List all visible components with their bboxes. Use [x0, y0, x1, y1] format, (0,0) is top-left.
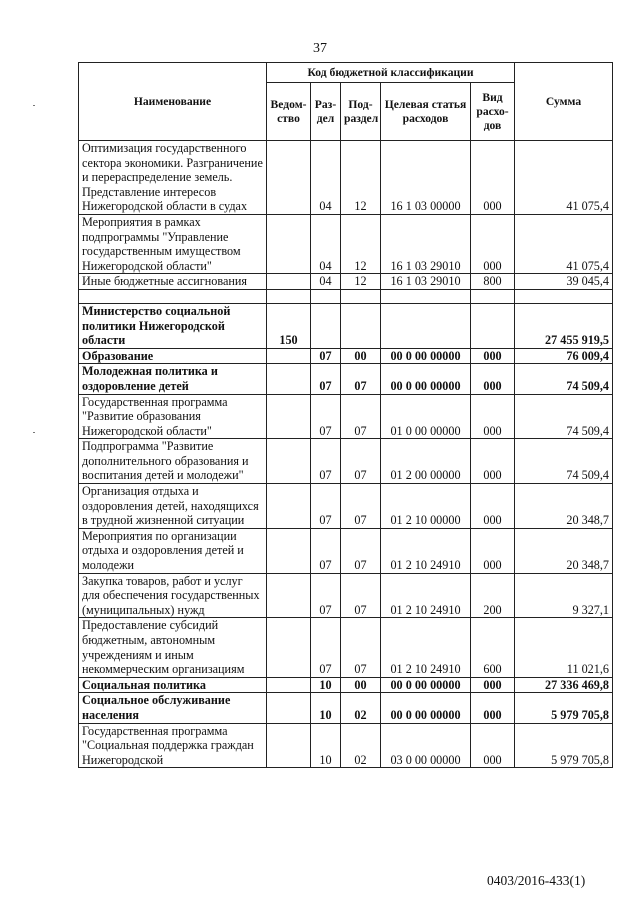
cell-sum: 74 509,4	[515, 439, 613, 484]
table-row	[79, 364, 613, 394]
header-vid-rashodov: Вид расхо-дов	[471, 83, 515, 141]
cell-name: Социальное обслуживание населения	[79, 693, 267, 723]
cell-vid-rashodov: 000	[471, 348, 515, 364]
cell-razdel: 07	[311, 364, 341, 394]
table-body	[79, 141, 613, 768]
cell-sum: 9 327,1	[515, 573, 613, 618]
cell-name: Предоставление субсидий бюджетным, автономным учреждениям и иным некоммерческим организациям	[79, 618, 267, 677]
cell-vid-rashodov: 000	[471, 528, 515, 573]
cell-vedomstvo	[267, 693, 311, 723]
cell-razdel: 07	[311, 439, 341, 484]
cell-vid-rashodov: 200	[471, 573, 515, 618]
header-name: Наименование	[79, 63, 267, 141]
cell-vedomstvo	[267, 723, 311, 768]
cell-vid-rashodov: 000	[471, 214, 515, 273]
cell-podrazdel: 07	[341, 573, 381, 618]
cell-name: Мероприятия по организации отдыха и оздоровления детей и молодежи	[79, 528, 267, 573]
cell-vedomstvo	[267, 677, 311, 693]
cell-sum: 39 045,4	[515, 274, 613, 290]
cell-sum: 76 009,4	[515, 348, 613, 364]
table-row	[79, 439, 613, 484]
cell-vid-rashodov	[471, 303, 515, 348]
cell-name	[79, 289, 267, 303]
cell-razdel: 10	[311, 693, 341, 723]
header-sum: Сумма	[515, 63, 613, 141]
cell-vedomstvo	[267, 289, 311, 303]
cell-name: Организация отдыха и оздоровления детей, находящихся в трудной жизненной ситуации	[79, 484, 267, 529]
cell-vedomstvo	[267, 618, 311, 677]
table-row	[79, 618, 613, 677]
cell-celevaya-statya: 03 0 00 00000	[381, 723, 471, 768]
cell-sum: 5 979 705,8	[515, 693, 613, 723]
table-row	[79, 141, 613, 215]
cell-razdel: 04	[311, 141, 341, 215]
cell-vedomstvo	[267, 274, 311, 290]
table-row	[79, 677, 613, 693]
margin-mark	[33, 432, 35, 433]
cell-celevaya-statya: 01 2 10 00000	[381, 484, 471, 529]
cell-vedomstvo	[267, 348, 311, 364]
cell-podrazdel: 02	[341, 693, 381, 723]
cell-celevaya-statya	[381, 303, 471, 348]
cell-razdel: 07	[311, 618, 341, 677]
cell-razdel: 10	[311, 677, 341, 693]
cell-razdel: 07	[311, 573, 341, 618]
cell-sum: 11 021,6	[515, 618, 613, 677]
table-row	[79, 214, 613, 273]
table-row	[79, 693, 613, 723]
page-number: 37	[313, 41, 327, 56]
cell-celevaya-statya	[381, 289, 471, 303]
cell-sum: 5 979 705,8	[515, 723, 613, 768]
cell-podrazdel: 07	[341, 618, 381, 677]
cell-razdel: 07	[311, 528, 341, 573]
cell-vid-rashodov: 000	[471, 439, 515, 484]
cell-celevaya-statya: 16 1 03 00000	[381, 141, 471, 215]
cell-celevaya-statya: 01 0 00 00000	[381, 394, 471, 439]
cell-sum: 74 509,4	[515, 394, 613, 439]
cell-vedomstvo	[267, 439, 311, 484]
cell-razdel	[311, 289, 341, 303]
cell-vid-rashodov: 600	[471, 618, 515, 677]
document-code: 0403/2016-433(1)	[487, 873, 586, 888]
cell-celevaya-statya: 01 2 10 24910	[381, 618, 471, 677]
table-row	[79, 528, 613, 573]
cell-celevaya-statya: 16 1 03 29010	[381, 274, 471, 290]
cell-razdel: 04	[311, 274, 341, 290]
cell-name: Закупка товаров, работ и услуг для обеспечения государственных (муниципальных) нужд	[79, 573, 267, 618]
cell-name: Иные бюджетные ассигнования	[79, 274, 267, 290]
cell-vid-rashodov	[471, 289, 515, 303]
cell-razdel: 07	[311, 394, 341, 439]
cell-sum: 27 455 919,5	[515, 303, 613, 348]
cell-podrazdel: 12	[341, 141, 381, 215]
cell-name: Социальная политика	[79, 677, 267, 693]
cell-sum: 41 075,4	[515, 141, 613, 215]
cell-celevaya-statya: 00 0 00 00000	[381, 693, 471, 723]
header-razdel: Раз-дел	[311, 83, 341, 141]
table-row	[79, 394, 613, 439]
cell-celevaya-statya: 00 0 00 00000	[381, 364, 471, 394]
cell-sum: 20 348,7	[515, 484, 613, 529]
cell-vid-rashodov: 000	[471, 677, 515, 693]
cell-podrazdel: 02	[341, 723, 381, 768]
cell-vid-rashodov: 800	[471, 274, 515, 290]
header-celevaya-statya: Целевая статья расходов	[381, 83, 471, 141]
table-row	[79, 303, 613, 348]
cell-vid-rashodov: 000	[471, 723, 515, 768]
cell-podrazdel: 07	[341, 439, 381, 484]
cell-razdel: 04	[311, 214, 341, 273]
cell-vedomstvo	[267, 394, 311, 439]
cell-podrazdel: 07	[341, 528, 381, 573]
cell-razdel: 10	[311, 723, 341, 768]
budget-table	[78, 62, 613, 768]
cell-celevaya-statya: 00 0 00 00000	[381, 348, 471, 364]
table-row	[79, 573, 613, 618]
cell-vedomstvo: 150	[267, 303, 311, 348]
table-row	[79, 723, 613, 768]
cell-sum: 74 509,4	[515, 364, 613, 394]
table-row	[79, 484, 613, 529]
header-classification-group: Код бюджетной классификации	[267, 63, 515, 83]
cell-name: Министерство социальной политики Нижегородской области	[79, 303, 267, 348]
cell-vid-rashodov: 000	[471, 693, 515, 723]
cell-name: Государственная программа "Развитие образования Нижегородской области"	[79, 394, 267, 439]
cell-podrazdel	[341, 289, 381, 303]
table-row	[79, 348, 613, 364]
cell-podrazdel: 12	[341, 214, 381, 273]
cell-vid-rashodov: 000	[471, 364, 515, 394]
cell-vedomstvo	[267, 141, 311, 215]
cell-vid-rashodov: 000	[471, 141, 515, 215]
cell-razdel: 07	[311, 484, 341, 529]
cell-celevaya-statya: 01 2 10 24910	[381, 573, 471, 618]
cell-razdel	[311, 303, 341, 348]
cell-podrazdel: 00	[341, 677, 381, 693]
cell-sum: 41 075,4	[515, 214, 613, 273]
cell-name: Государственная программа "Социальная поддержка граждан Нижегородской	[79, 723, 267, 768]
cell-celevaya-statya: 01 2 00 00000	[381, 439, 471, 484]
cell-sum: 27 336 469,8	[515, 677, 613, 693]
cell-podrazdel: 07	[341, 484, 381, 529]
cell-vedomstvo	[267, 214, 311, 273]
margin-mark	[33, 105, 35, 106]
cell-vedomstvo	[267, 484, 311, 529]
cell-vedomstvo	[267, 364, 311, 394]
cell-name: Подпрограмма "Развитие дополнительного образования и воспитания детей и молодежи"	[79, 439, 267, 484]
cell-razdel: 07	[311, 348, 341, 364]
cell-podrazdel: 12	[341, 274, 381, 290]
cell-vid-rashodov: 000	[471, 484, 515, 529]
cell-vedomstvo	[267, 573, 311, 618]
cell-podrazdel: 07	[341, 364, 381, 394]
cell-celevaya-statya: 16 1 03 29010	[381, 214, 471, 273]
cell-name: Оптимизация государственного сектора экономики. Разграничение и перераспределение земель. Представление интересов Нижегородской области в судах	[79, 141, 267, 215]
table-row	[79, 289, 613, 303]
cell-podrazdel	[341, 303, 381, 348]
cell-celevaya-statya: 01 2 10 24910	[381, 528, 471, 573]
cell-name: Молодежная политика и оздоровление детей	[79, 364, 267, 394]
cell-name: Образование	[79, 348, 267, 364]
cell-vedomstvo	[267, 528, 311, 573]
header-vedomstvo: Ведом-ство	[267, 83, 311, 141]
cell-sum: 20 348,7	[515, 528, 613, 573]
cell-podrazdel: 00	[341, 348, 381, 364]
cell-vid-rashodov: 000	[471, 394, 515, 439]
table-row	[79, 274, 613, 290]
header-podrazdel: Под-раздел	[341, 83, 381, 141]
cell-celevaya-statya: 00 0 00 00000	[381, 677, 471, 693]
cell-name: Мероприятия в рамках подпрограммы "Управление государственным имуществом Нижегородской области"	[79, 214, 267, 273]
cell-podrazdel: 07	[341, 394, 381, 439]
cell-sum	[515, 289, 613, 303]
